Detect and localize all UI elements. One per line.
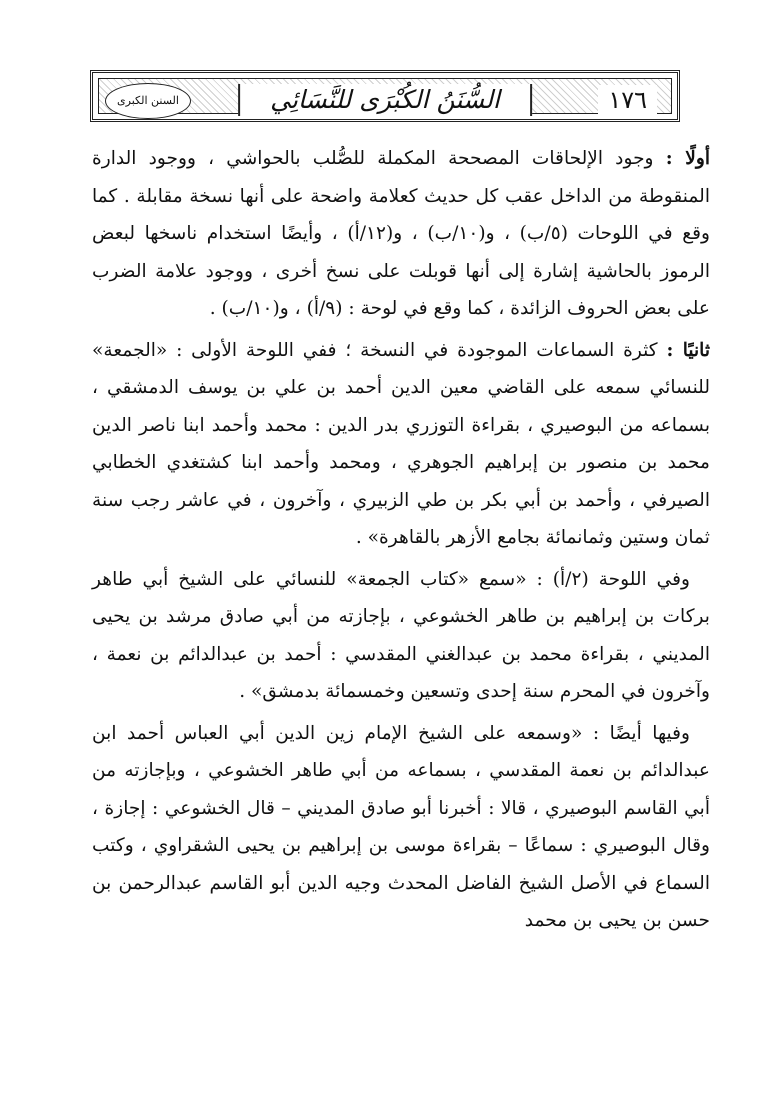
page-body	[92, 140, 710, 944]
paragraph-text: كثرة السماعات الموجودة في النسخة ؛ ففي اللوحة الأولى : «الجمعة» للنسائي سمعه على القاضي معين الدين أحمد بن علي بن يوسف الدمشقي ، بسماعه من البوصيري ، بقراءة التوزري بدر الدين : محمد وأحمد ابنا ناصر الدين محمد بن منصور بن إبراهيم الجوهري ، ومحمد وأحمد ابنا كشتغدي الخطابي الصيرفي ، وأحمد بن أبي بكر بن طي الزبيري ، وآخرون ، في عاشر رجب سنة ثمان وستين وثمانمائة بجامع الأزهر بالقاهرة» .	[92, 339, 710, 548]
paragraph-text: وفي اللوحة (٢/أ) : «سمع «كتاب الجمعة» للنسائي على الشيخ أبي طاهر بركات بن إبراهيم بن طاهر الخشوعي ، بإجازته من أبي صادق مرشد بن يحيى المديني ، بقراءة محمد بن عبدالغني المقدسي : أحمد بن عبدالدائم بن نعمة ، وآخرون في المحرم سنة إحدى وتسعين وخمسمائة بدمشق» .	[92, 568, 710, 702]
series-emblem: السنن الكبرى	[105, 83, 191, 119]
header-ornament-border	[98, 78, 672, 114]
paragraph-lead: أولًا :	[665, 148, 710, 169]
paragraph-text: وفيها أيضًا : «وسمعه على الشيخ الإمام زين الدين أبي العباس أحمد ابن عبدالدائم بن نعمة المقدسي ، بسماعه من أبي طاهر الخشوعي ، وبإجازته من أبي القاسم البوصيري ، قالا : أخبرنا أبو صادق المديني – قال الخشوعي : إجازة ، وقال البوصيري : سماعًا – بقراءة موسى بن إبراهيم بن يحيى الشقراوي ، وكتب السماع في الأصل الشيخ الفاضل المحدث وجيه الدين أبو القاسم عبدالرحمن بن حسن بن يحيى بن محمد	[92, 722, 710, 931]
page-number: ١٧٦	[598, 85, 657, 115]
book-title: السُّنَنُ الكُبْرَى للنَّسَائِي	[238, 84, 532, 116]
paragraph-second	[92, 332, 710, 557]
paragraph-lead: ثانيًا :	[666, 339, 710, 361]
running-header	[90, 70, 680, 122]
paragraph-first	[92, 140, 710, 328]
paragraph-text: وجود الإلحاقات المصححة المكملة للصُّلب بالحواشي ، ووجود الدارة المنقوطة من الداخل عقب كل حديث كعلامة واضحة على أنها نسخة مقابلة . كما وقع في اللوحات (٥/ب) ، و(١٠/ب) ، و(١٢/أ) ، وأيضًا استخدام ناسخها لبعض الرموز بالحاشية إشارة إلى أنها قوبلت على نسخ أخرى ، ووجود علامة الضرب على بعض الحروف الزائدة ، كما وقع في لوحة : (٩/أ) ، و(١٠/ب) .	[92, 148, 711, 319]
paragraph-fourth	[92, 715, 710, 940]
paragraph-third	[92, 561, 710, 711]
